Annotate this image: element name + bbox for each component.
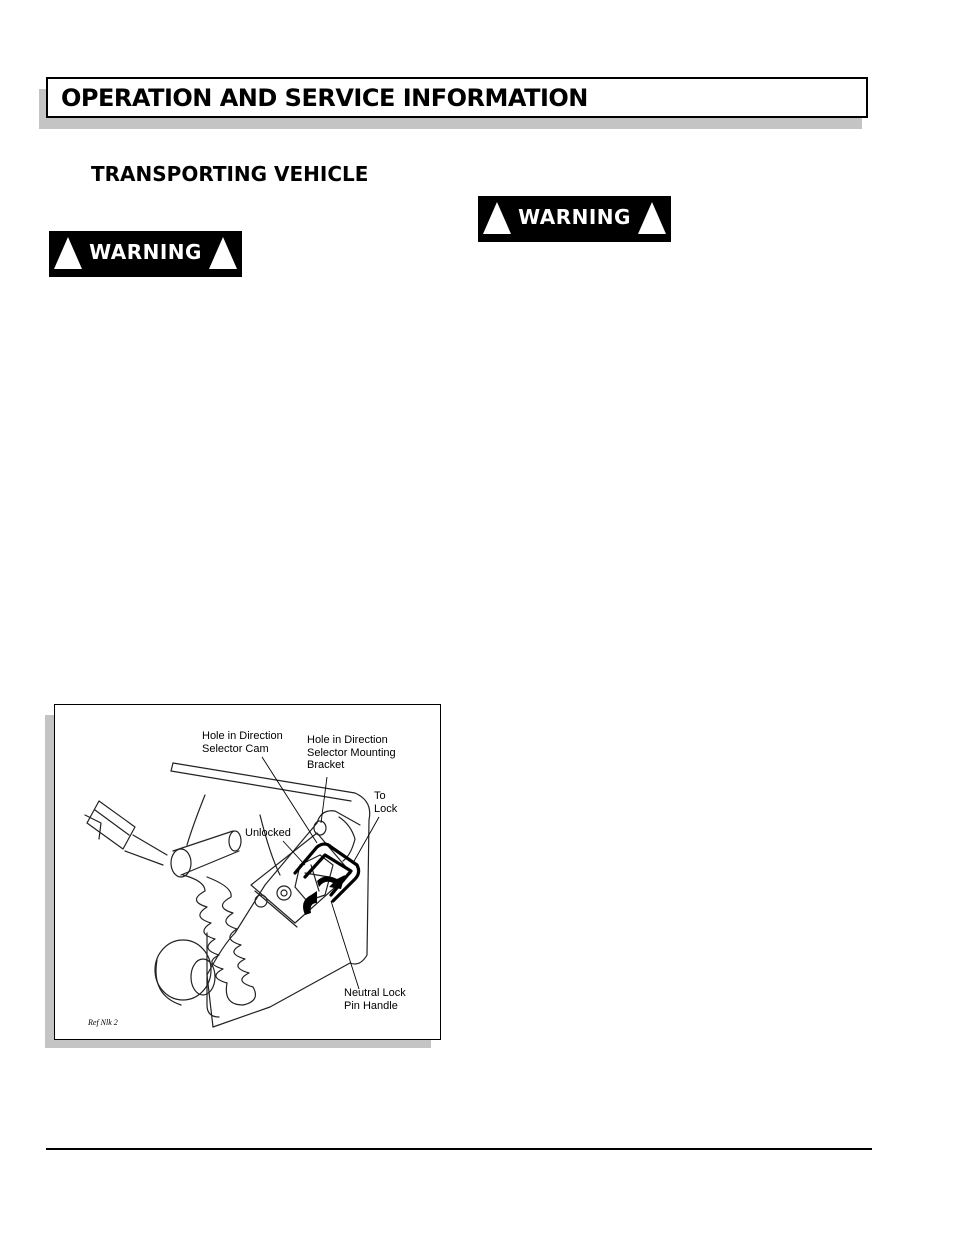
- warning-triangle-icon: [209, 237, 237, 269]
- page-header: [46, 77, 868, 118]
- neutral-lock-figure: [54, 704, 441, 1040]
- warning-banner-right: [478, 196, 671, 242]
- warning-triangle-icon: [54, 237, 82, 269]
- callout-unlocked: Unlocked: [245, 827, 291, 839]
- warning-triangle-icon: [638, 202, 666, 234]
- figure-reference: Ref Nlk 2: [88, 1018, 118, 1027]
- callout-neutral-lock-pin: Neutral Lock Pin Handle: [344, 987, 406, 1012]
- warning-label: WARNING: [89, 240, 202, 264]
- warning-banner-left: [49, 231, 242, 277]
- footer-rule: [46, 1148, 872, 1150]
- callout-selector-cam: Hole in Direction Selector Cam: [202, 730, 283, 755]
- page-title: OPERATION AND SERVICE INFORMATION: [61, 84, 588, 112]
- warning-label: WARNING: [518, 205, 631, 229]
- callout-to-lock: To Lock: [374, 790, 398, 815]
- warning-triangle-icon: [483, 202, 511, 234]
- callout-mounting-bracket: Hole in Direction Selector Mounting Bracket: [307, 734, 396, 771]
- section-title: TRANSPORTING VEHICLE: [91, 162, 369, 186]
